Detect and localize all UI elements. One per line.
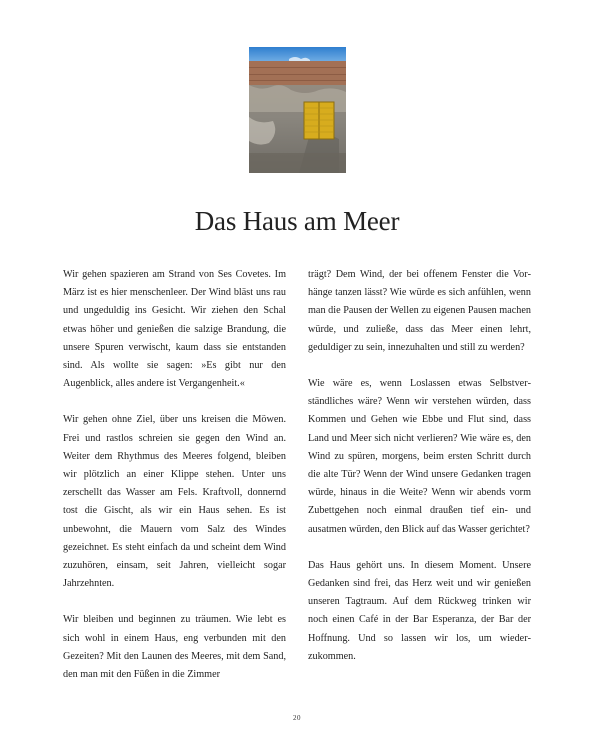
paragraph: Wir gehen spazieren am Strand von Ses Covetes. Im März ist es hier menschenleer. Der Wind bläst uns rau und ungeduldig ins Gesicht. Wir ziehen den Schal etwas höher und genießen die salzige Brandung, die unsere Spuren verwischt, kaum dass sie entstanden sind. Als wollte sie sagen: »Es gibt nur den Augenblick, alles andere ist Vergangenheit.«	[63, 269, 286, 390]
paragraph: Wir gehen ohne Ziel, über uns kreisen die Möwen. Frei und rastlos schreien sie gegen den Wind an. Weiter dem Rhythmus des Meeres folgend, bleiben wir plötzlich an einer Klippe stehen. Unter uns zerschellt das Wasser am Fels. Kraftvoll, donnernd tost die Gischt, als wir ein Haus sehen. Es ist unbewohnt, die Mauern vom Salz des Windes gezeichnet. Es steht einfach da und scheint dem Wind zuzuhören, einsam, seit Jahren, vielleicht sogar Jahrzehnten.	[63, 414, 286, 590]
text-column-right	[308, 266, 531, 684]
house-wall-image	[249, 47, 346, 173]
paragraph: Das Haus gehört uns. In diesem Moment. Unsere Gedanken sind frei, das Herz weit und wir genießen unseren Tagtraum. Auf dem Rückweg trinken wir noch einen Café in der Bar Esperanza, der Bar der Hoffnung. Und so lassen wir los, um wiederzukommen.	[308, 559, 531, 662]
page-number: 20	[293, 714, 301, 722]
paragraph: trägt? Dem Wind, der bei offenem Fenster die Vorhänge tanzen lässt? Wie würde es sich anfühlen, wenn man die Pausen der Wellen zu eigenen Pausen machen würde, und zuließe, dass das Meer einen lehrt, geduldiger zu sein, innezuhalten und still zu werden?	[308, 269, 531, 353]
paragraph: Wir bleiben und beginnen zu träumen. Wie lebt es sich wohl in einem Haus, eng verbunden mit den Gezeiten? Mit den Launen des Meeres, mit dem Sand, den man mit den Füßen in die Zimmer	[63, 614, 286, 681]
paragraph: Wie wäre es, wenn Loslassen etwas Selbstverständliches wäre? Wenn wir verstehen würden, dass Kommen und Gehen wie Ebbe und Flut sind, dass Land und Meer sich nicht verlieren? Wie wäre es, den Wind zu spüren, morgens, beim ersten Schritt durch die alte Tür? Wenn der Wind unsere Gedanken tragen würde, hinaus in die Weite? Wenn wir abends vorm Zubettgehen noch einmal draußen tief ein- und ausatmen würden, den Blick auf das Wasser gerichtet?	[308, 378, 531, 535]
text-column-left	[63, 266, 286, 702]
header-photo	[249, 47, 346, 173]
page-title: Das Haus am Meer	[194, 206, 400, 236]
